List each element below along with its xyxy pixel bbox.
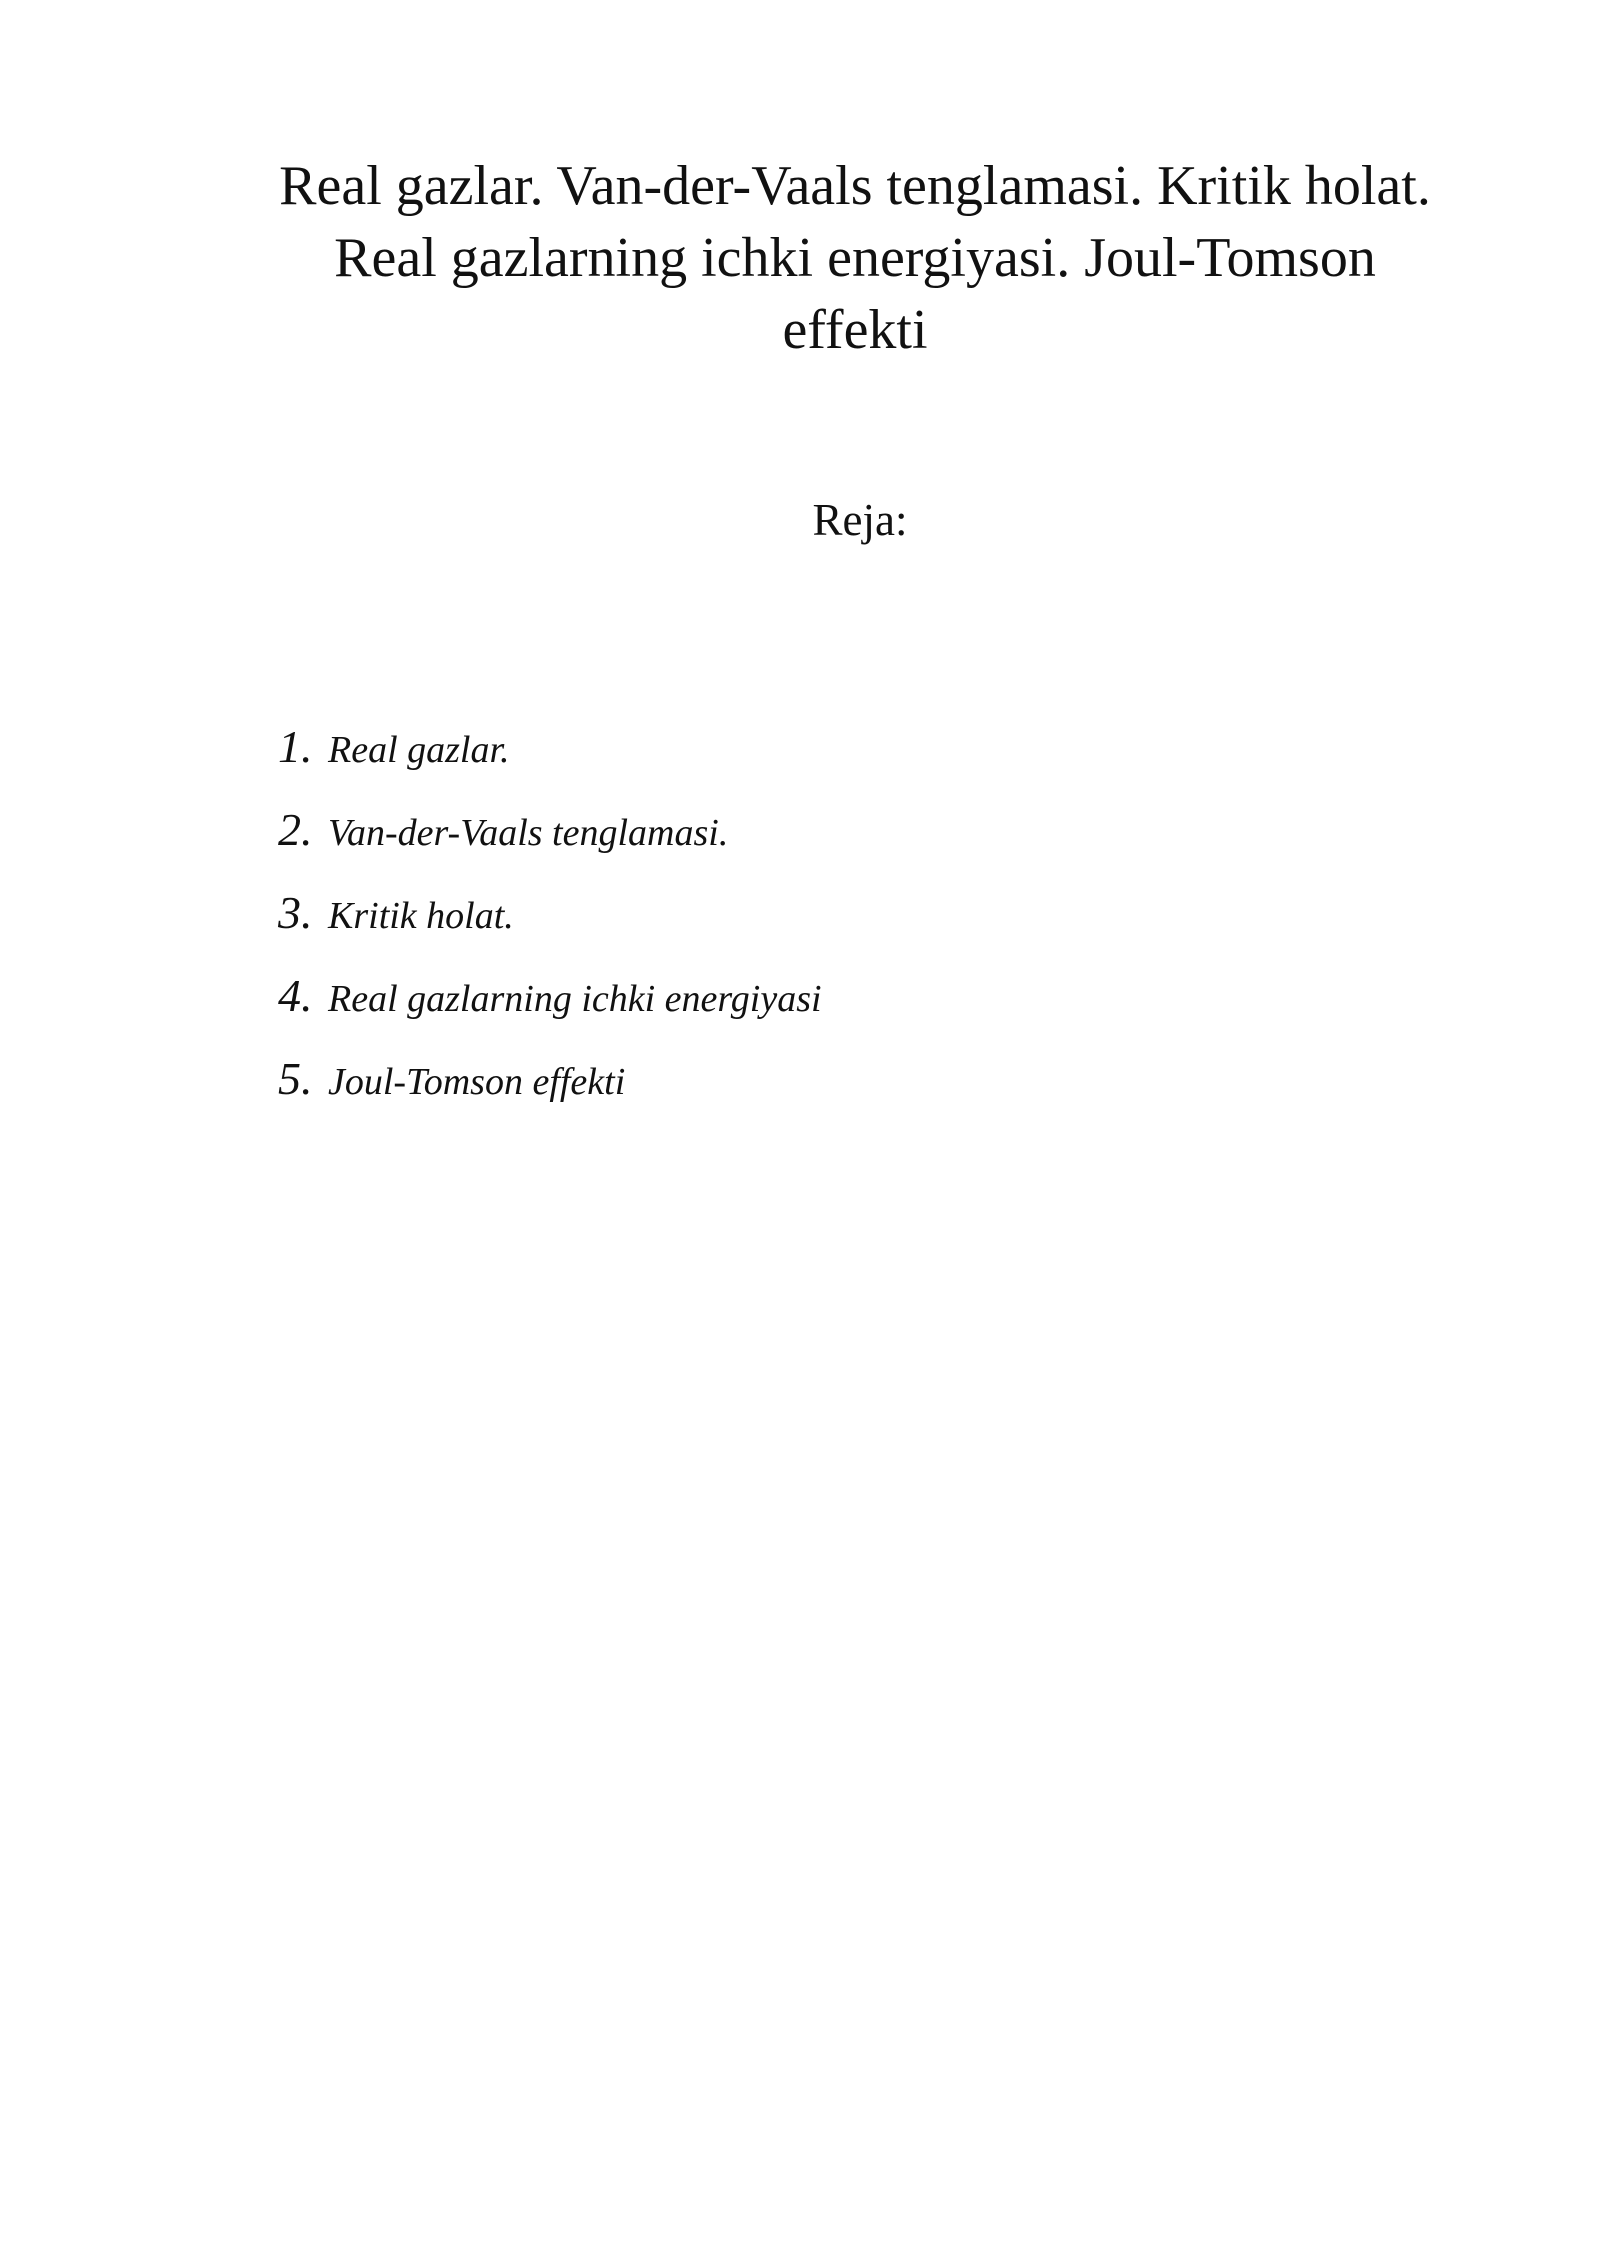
plan-heading: Reja: bbox=[812, 495, 908, 545]
plan-list-item bbox=[278, 803, 822, 886]
plan-item-text: Van-der-Vaals tenglamasi. bbox=[328, 812, 729, 854]
plan-item-number: 4. bbox=[278, 970, 313, 1021]
plan-item-text: Joul-Tomson effekti bbox=[328, 1061, 626, 1103]
title-line: effekti bbox=[782, 299, 928, 361]
title-line: Real gazlar. Van-der-Vaals tenglamasi. Kritik holat. bbox=[279, 155, 1431, 217]
plan-list-item bbox=[278, 1052, 822, 1135]
plan-list-item bbox=[278, 720, 822, 803]
plan-item-text: Kritik holat. bbox=[328, 895, 514, 937]
plan-item-number: 3. bbox=[278, 887, 313, 938]
document-title bbox=[220, 150, 1490, 366]
plan-list-item bbox=[278, 969, 822, 1052]
title-line: Real gazlarning ichki energiyasi. Joul-Tomson bbox=[334, 227, 1376, 289]
plan-item-number: 2. bbox=[278, 804, 313, 855]
plan-list bbox=[278, 720, 822, 1135]
plan-item-number: 5. bbox=[278, 1053, 313, 1104]
plan-item-text: Real gazlar. bbox=[328, 729, 510, 771]
plan-list-item bbox=[278, 886, 822, 969]
plan-item-text: Real gazlarning ichki energiyasi bbox=[328, 978, 822, 1020]
plan-item-number: 1. bbox=[278, 721, 313, 772]
